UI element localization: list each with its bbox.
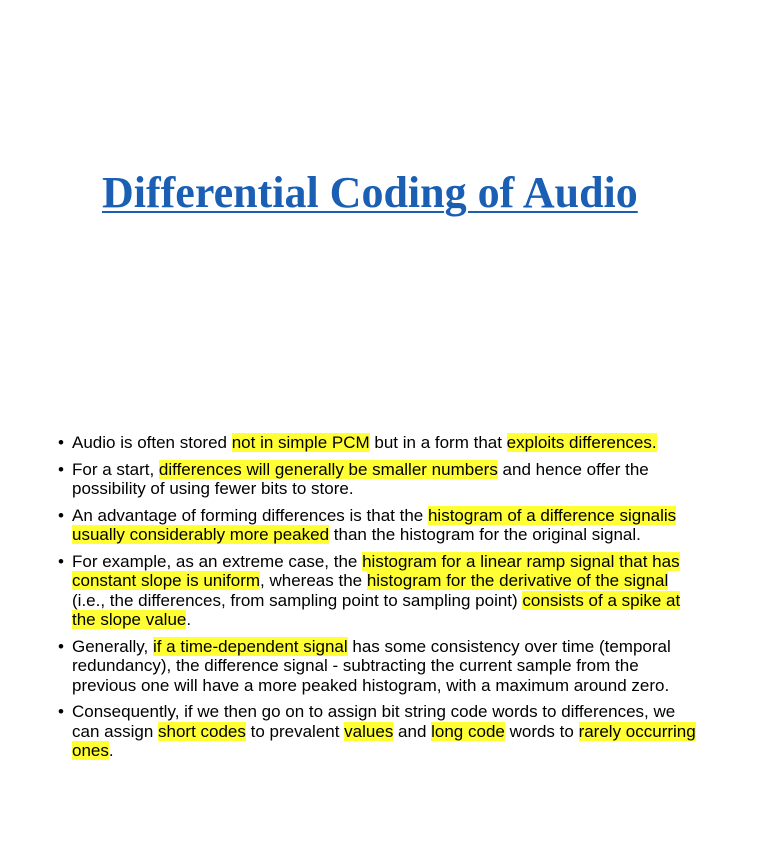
highlighted-text: if a time-dependent signal xyxy=(152,636,348,656)
bullet-text: . xyxy=(108,741,114,760)
bullet-text: and hence offer the possibility of using fewer bits to store. xyxy=(72,459,649,498)
highlighted-text: differences will generally be smaller numbers xyxy=(158,459,498,479)
bullet-text: (i.e., the differences, from sampling point to sampling point) xyxy=(72,590,523,610)
highlighted-text: consists of a spike at the slope value xyxy=(72,590,681,629)
bullet-text: . xyxy=(186,610,192,629)
highlighted-text: rarely occurring ones xyxy=(72,721,696,760)
highlighted-text: long code xyxy=(431,721,505,741)
bullet-item xyxy=(56,433,706,453)
bullet-list xyxy=(56,433,706,768)
bullet-item xyxy=(56,506,706,545)
bullet-text: Generally, xyxy=(72,636,153,656)
bullet-text: Audio is often stored xyxy=(72,433,232,452)
bullet-text: to prevalent xyxy=(245,721,345,741)
bullet-item xyxy=(56,460,706,499)
bullet-text: For example, as an extreme case, the xyxy=(72,551,363,571)
bullet-text: For a start, xyxy=(72,459,159,479)
highlighted-text: histogram for the derivative of the signal xyxy=(366,571,669,590)
bullet-text: An advantage of forming differences is that the xyxy=(72,505,428,525)
bullet-text: , whereas the xyxy=(260,571,367,590)
highlighted-text: not in simple PCM xyxy=(231,433,370,452)
bullet-item xyxy=(56,552,706,630)
bullet-item xyxy=(56,702,706,761)
bullet-text: Consequently, if we then go on to assign bit string code words to differences, we can assign xyxy=(72,702,676,741)
bullet-text: has some consistency over time (temporal redundancy), the difference signal - subtracting the current sample from the previous one will have a more peaked histogram, with a maximum around zero. xyxy=(72,636,671,695)
highlighted-text: values xyxy=(344,721,394,741)
bullet-item xyxy=(56,637,706,696)
bullet-text: than the histogram for the original signal. xyxy=(329,525,641,544)
bullet-text: and xyxy=(393,721,432,741)
highlighted-text: histogram for a linear ramp signal that has constant slope is uniform xyxy=(72,551,680,590)
page-title[interactable]: Differential Coding of Audio xyxy=(102,168,638,217)
bullet-text: words to xyxy=(504,721,579,741)
highlighted-text: histogram of a difference signalis usually considerably more peaked xyxy=(72,505,677,544)
highlighted-text: short codes xyxy=(158,721,246,741)
highlighted-text: exploits differences. xyxy=(506,433,657,452)
bullet-text: but in a form that xyxy=(369,433,507,452)
